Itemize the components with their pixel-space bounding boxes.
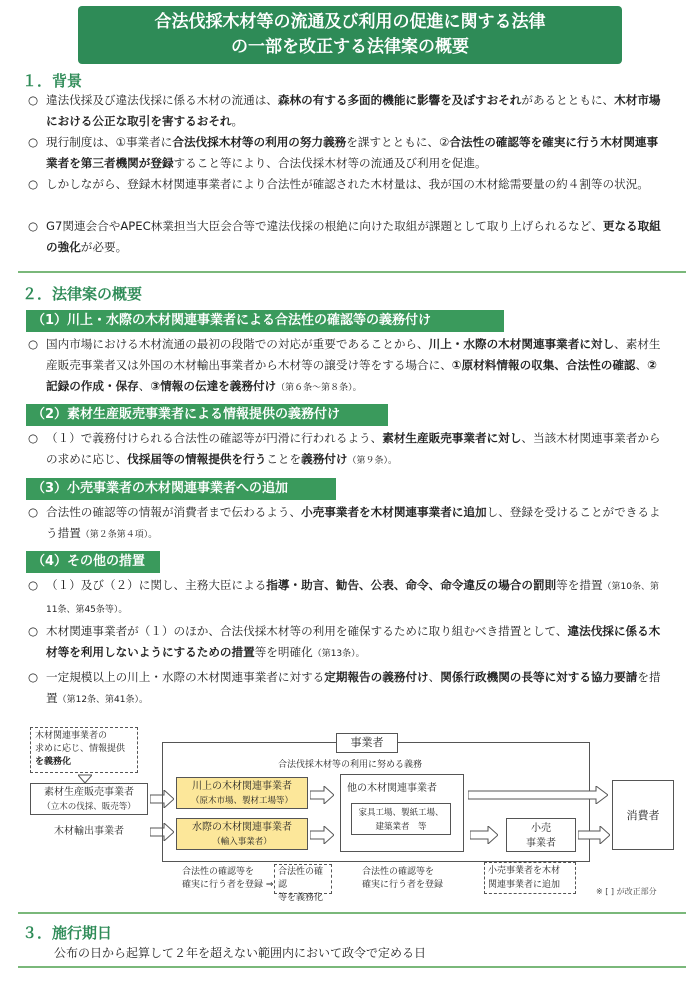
- bullet-item: [28, 621, 668, 665]
- section3-heading: ３．施行期日: [22, 924, 113, 942]
- sub1-text: ○ 国内市場における木材流通の最初の段階での対応が重要であることから、川上・水際の木材関連事業者に対し、素材生産販売事業者又は外国の木材輸出事業者から木材等の譲受け等をする場合に、①原材料情報の収集、合法性の確認、②記録の作成・保存、③情報の伝達を義務付け（第６条～第８条）。: [28, 337, 661, 393]
- body-text: G7関連会合やAPEC林業担当大臣会合等で違法伐採の根絶に向けた取組が課題として取り上げられるなど、: [46, 219, 603, 233]
- body-text: 国内市場における木材流通の最初の段階での対応が重要であることから、: [46, 337, 429, 351]
- section2-heading: ２．法律案の概要: [22, 285, 143, 303]
- divider: [18, 912, 686, 914]
- upstream-box: 川上の木材関連事業者 （原木市場、製材工場等）: [176, 777, 308, 809]
- emphasis-text: 小売事業者を木材関連事業者に追加: [301, 505, 487, 519]
- body-text: しかしながら、登録木材関連事業者により合法性が確認された木材量は、我が国の木材総需要量の約４割等の状況。: [46, 177, 649, 191]
- bullet-mark: ○: [28, 93, 39, 107]
- bullet-mark: ○: [28, 624, 39, 638]
- legend: ※ [ ] が改正部分: [596, 887, 657, 896]
- sub3-title-bar: （3）小売事業者の木材関連事業者への追加: [26, 478, 336, 500]
- body-text: 違法伐採及び違法伐採に係る木材の流通は、: [46, 93, 278, 107]
- article-reference: （第２条第４項）。: [80, 530, 158, 540]
- emphasis-text: 合法伐採木材等の利用の努力義務: [172, 135, 347, 149]
- other-business-box: 他の木材関連事業者 家具工場、製紙工場、 建築業者 等: [340, 774, 464, 852]
- consumer-box: 消費者: [612, 780, 674, 850]
- note-info-provision: 木材関連事業者の 求めに応じ、情報提供 を義務化: [30, 727, 138, 773]
- body-text: （１）及び（２）に関し、主務大臣による: [46, 578, 267, 592]
- body-text: 。: [231, 114, 244, 128]
- article-reference: （第13条）。: [312, 649, 365, 659]
- right-caption: 合法性の確認等を 確実に行う者を登録: [362, 867, 444, 890]
- producer-box: 素材生産販売事業者 （立木の伐採、販売等）: [30, 783, 148, 815]
- article-reference: （第９条）。: [347, 456, 398, 466]
- body-text: ことを: [266, 452, 302, 466]
- body-text: 、: [635, 358, 648, 372]
- bullet-mark: ○: [28, 177, 39, 191]
- arrow-right-icon: [310, 826, 334, 844]
- body-text: 、: [428, 670, 441, 684]
- sub1-title-bar: （1）川上・水際の木材関連事業者による合法性の確認等の義務付け: [26, 310, 504, 332]
- bullet-item: [28, 575, 668, 621]
- emphasis-text: 伐採届等の情報提供を行う: [127, 452, 267, 466]
- body-text: 、素材生産販売事業者又は外国の木材輸出事業者から木材等の譲受け等をする場合に、: [46, 337, 661, 372]
- border-box: 水際の木材関連事業者 （輸入事業者）: [176, 818, 308, 850]
- left-caption: 合法性の確認等を 確実に行う者を登録 ⇒: [182, 867, 274, 890]
- arrow-right-icon: [470, 826, 498, 844]
- body-text: があるとともに、: [521, 93, 615, 107]
- body-text: 等を措置: [556, 578, 603, 592]
- bullet-item: [28, 216, 668, 258]
- arrow-right-icon: [310, 786, 334, 804]
- emphasis-text: 森林の有する多面的機能に影響を及ぼすおそれ: [277, 93, 522, 107]
- emphasis-text: 素材生産販売事業者に対し: [382, 431, 522, 445]
- sub2-title-bar: （2）素材生産販売事業者による情報提供の義務付け: [26, 404, 388, 426]
- effort-label: 合法伐採木材等の利用に努める義務: [278, 760, 423, 770]
- article-reference: （第６条～第８条）。: [276, 383, 362, 393]
- body-text: 、当該木材関連事業者からの求めに応じ、: [46, 431, 661, 466]
- body-text: （１）で義務付けられる合法性の確認等が円滑に行われるよう、: [46, 431, 383, 445]
- body-text: が必要。: [80, 240, 128, 254]
- divider: [18, 271, 686, 273]
- section3-text: 公布の日から起算して２年を超えない範囲内において政令で定める日: [54, 946, 427, 960]
- article-reference: （第12条、第41条）。: [57, 695, 149, 705]
- body-text: 合法性の確認等の情報が消費者まで伝わるよう、: [46, 505, 302, 519]
- emphasis-text: 義務付け: [301, 452, 348, 466]
- title-line1: 合法伐採木材等の流通及び利用の促進に関する法律: [154, 12, 546, 32]
- emphasis-text: 定期報告の義務付け: [324, 670, 429, 684]
- bullet-mark: ○: [28, 135, 39, 149]
- down-arrow-icon: [78, 773, 92, 783]
- bullet-item: [28, 667, 668, 711]
- emphasis-text: 合法性の確認等を確実に行う木材関連事業者を第三者機関が登録: [46, 135, 659, 170]
- body-text: すること等により、合法伐採木材等の流通及び利用を促進。: [173, 156, 487, 170]
- sub4-title-bar: （4）その他の措置: [26, 551, 160, 573]
- emphasis-text: 関係行政機関の長等に対する協力要請: [440, 670, 638, 684]
- title-banner: [78, 6, 622, 64]
- bullet-item: [28, 90, 668, 132]
- emphasis-text: 更なる取組の強化: [46, 219, 661, 254]
- retail-box: 小売 事業者: [506, 818, 576, 852]
- body-text: 一定規模以上の川上・水際の木材関連事業者に対する: [46, 670, 325, 684]
- body-text: 、: [138, 379, 151, 393]
- divider: [18, 966, 686, 968]
- emphasis-text: 川上・水際の木材関連事業者に対し: [428, 337, 615, 351]
- retail-note: 小売事業者を木材 関連事業者に追加: [484, 862, 576, 894]
- body-text: を措置: [46, 670, 661, 705]
- sub2-text: ○ （１）で義務付けられる合法性の確認等が円滑に行われるよう、素材生産販売事業者に対し、当該木材関連事業者からの求めに応じ、伐採届等の情報提供を行うことを義務付け（第９条）。: [28, 431, 661, 466]
- emphasis-text: ②記録の作成・保存: [46, 358, 657, 393]
- body-text: を課すとともに、②: [346, 135, 450, 149]
- emphasis-text: ①原材料情報の収集、合法性の確認: [451, 358, 636, 372]
- bullet-item: [28, 174, 668, 195]
- arrow-right-icon: [468, 786, 608, 804]
- body-text: 現行制度は、①事業者に: [46, 135, 173, 149]
- body-text: 木材関連事業者が（１）のほか、合法伐採木材等の利用を確保するために取り組むべき措置として、: [46, 624, 568, 638]
- emphasis-text: ③情報の伝達を義務付け: [150, 379, 277, 393]
- title-line2: の一部を改正する法律案の概要: [231, 37, 469, 57]
- exporter-label: 木材輸出事業者: [30, 822, 148, 844]
- emphasis-text: 木材市場における公正な取引を害するおそれ: [46, 93, 661, 128]
- section1-heading: １．背景: [22, 72, 83, 90]
- bullet-mark: ○: [28, 578, 39, 592]
- bullet-mark: ○: [28, 670, 39, 684]
- body-text: 等を明確化: [254, 645, 313, 659]
- mandate-caption: 合法性の確認 等を義務化: [274, 864, 332, 894]
- arrow-right-icon: [578, 826, 610, 844]
- business-label: 事業者: [336, 733, 398, 753]
- other-examples-box: 家具工場、製紙工場、 建築業者 等: [351, 803, 451, 835]
- body-text: し、登録を受けることができるよう措置: [46, 505, 661, 540]
- sub3-text: ○ 合法性の確認等の情報が消費者まで伝わるよう、小売事業者を木材関連事業者に追加し、登録を受けることができるよう措置（第２条第４項）。: [28, 505, 661, 540]
- bullet-item: [28, 132, 668, 174]
- emphasis-text: 指導・助言、勧告、公表、命令、命令違反の場合の罰則: [266, 578, 557, 592]
- bullet-mark: ○: [28, 219, 39, 233]
- article-reference: （第10条、第11条、第45条等）。: [46, 582, 659, 615]
- emphasis-text: 違法伐採に係る木材等を利用しないようにするための措置: [46, 624, 661, 659]
